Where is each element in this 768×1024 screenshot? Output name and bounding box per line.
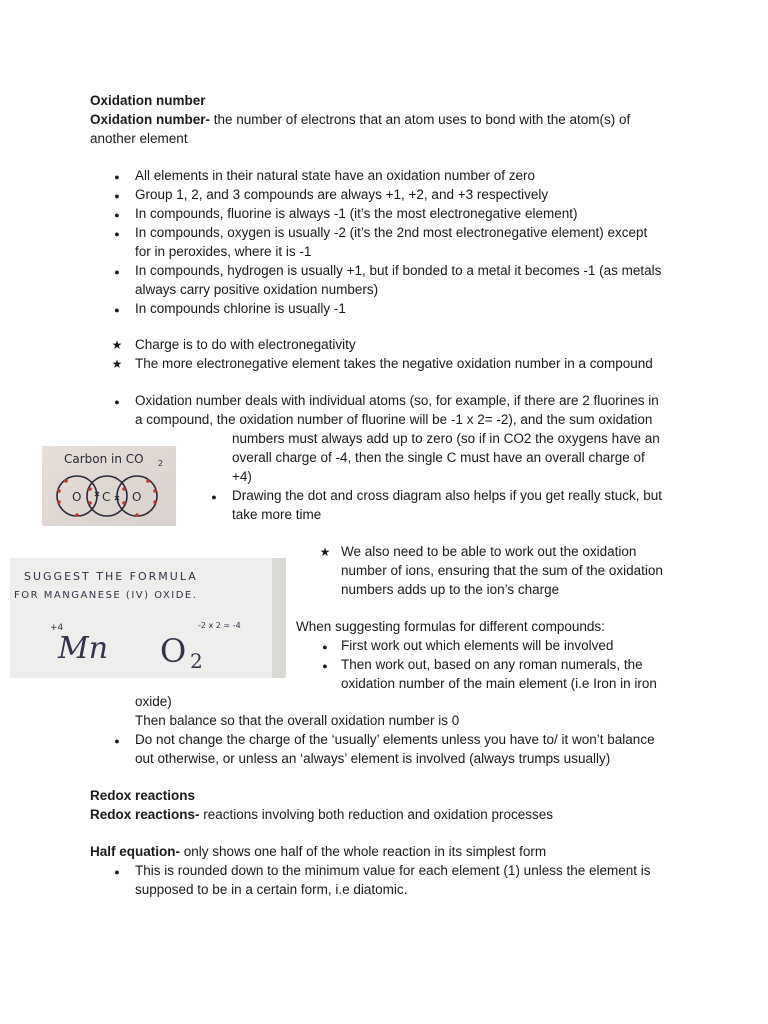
list-item: This is rounded down to the minimum value for each element (1) unless the element is	[135, 863, 651, 878]
whiteboard-line-2: FOR MANGANESE (IV) OXIDE.	[14, 590, 198, 601]
bullet-icon	[110, 391, 124, 412]
list-item: In compounds, oxygen is usually -2 (it’s the 2nd most electronegative element) except	[135, 225, 648, 240]
definition-text: only shows one half of the whole reaction in its simplest form	[180, 844, 547, 859]
star-icon	[110, 354, 124, 374]
definition-text: reactions involving both reduction and oxidation processes	[199, 807, 553, 822]
list-item: All elements in their natural state have an oxidation number of zero	[135, 168, 535, 183]
star-note: We also need to be able to work out the oxidation	[341, 544, 637, 559]
bullet-icon	[110, 204, 124, 225]
list-item: Then work out, based on any roman numerals, the	[341, 657, 643, 672]
oxygen-subscript: 2	[190, 649, 203, 673]
list-item: Then balance so that the overall oxidation number is 0	[135, 713, 460, 728]
star-note-continued: number of ions, ensuring that the sum of the oxidation	[341, 563, 663, 578]
list-item-continued: oxidation number of the main element (i.e Iron in iron	[341, 676, 657, 691]
list-item-continued: supposed to be in a certain form, i.e diatomic.	[135, 882, 408, 897]
list-item: Drawing the dot and cross diagram also helps if you get really stuck, but	[232, 488, 662, 503]
atom-label: C	[102, 490, 111, 504]
bullet-icon	[110, 299, 124, 320]
photo-co2-caption: Carbon in CO	[64, 452, 144, 466]
definition-redox	[90, 805, 553, 824]
list-item-continued: overall charge of -4, then the single C must have an overall charge of	[232, 450, 645, 465]
atom-label: O	[132, 490, 142, 504]
atom-label: O	[72, 490, 82, 504]
oxygen-charge: -2 x 2 = -4	[198, 621, 241, 630]
star-icon	[110, 335, 124, 355]
whiteboard-line-1: SUGGEST THE FORMULA	[24, 570, 198, 583]
definition-term: Oxidation number-	[90, 112, 211, 127]
formula-intro: When suggesting formulas for different compounds:	[296, 619, 605, 634]
section-heading-redox: Redox reactions	[90, 788, 196, 803]
bullet-icon	[318, 636, 332, 657]
list-item-continued: numbers must always add up to zero (so if in CO2 the oxygens have an	[232, 431, 660, 446]
bullet-icon	[110, 223, 124, 244]
list-item-continued: always carry positive oxidation numbers)	[135, 282, 379, 297]
list-item: In compounds, fluorine is always -1 (it’s the most electronegative element)	[135, 206, 578, 221]
list-item-continued: for in peroxides, where it is -1	[135, 244, 312, 259]
star-icon	[318, 542, 332, 562]
metal-charge: +4	[50, 623, 64, 633]
section-heading-oxidation: Oxidation number	[90, 93, 206, 108]
bullet-icon	[110, 261, 124, 282]
star-note-continued: numbers adds up to the ion’s charge	[341, 582, 560, 597]
star-note: Charge is to do with electronegativity	[135, 337, 356, 352]
list-item: Group 1, 2, and 3 compounds are always +1, +2, and +3 respectively	[135, 187, 549, 202]
definition-text-continued: another element	[90, 131, 188, 146]
list-item: In compounds, hydrogen is usually +1, but if bonded to a metal it becomes -1 (as metals	[135, 263, 662, 278]
list-item: Do not change the charge of the ‘usually’ elements unless you have to/ it won’t balance	[135, 732, 655, 747]
bullet-icon	[207, 486, 221, 507]
definition-term: Redox reactions-	[90, 807, 200, 822]
bullet-icon	[110, 861, 124, 882]
list-item-continued: oxide)	[135, 694, 172, 709]
definition-half-equation	[90, 842, 546, 861]
definition-term: Half equation-	[90, 844, 180, 859]
photo-co2-dot-cross-diagram	[42, 446, 176, 526]
bullet-icon	[110, 730, 124, 751]
list-item-continued: take more time	[232, 507, 322, 522]
metal-symbol: Mn	[58, 631, 109, 666]
bullet-icon	[110, 166, 124, 187]
photo-co2-subscript: 2	[158, 459, 164, 468]
list-item: Oxidation number deals with individual atoms (so, for example, if there are 2 fluorines in	[135, 393, 659, 408]
list-item: First work out which elements will be involved	[341, 638, 614, 653]
list-item-continued: out otherwise, or unless an ‘always’ element is involved (always trumps usually)	[135, 751, 611, 766]
list-item: In compounds chlorine is usually -1	[135, 301, 346, 316]
list-item-continued: a compound, the oxidation number of fluorine will be -1 x 2= -2), and the sum oxidation	[135, 412, 653, 427]
photo-mno2-whiteboard	[10, 558, 286, 678]
list-item-continued: +4)	[232, 469, 252, 484]
definition-text: the number of electrons that an atom uses to bond with the atom(s) of	[210, 112, 631, 127]
bullet-icon	[110, 185, 124, 206]
star-note: The more electronegative element takes the negative oxidation number in a compound	[135, 356, 653, 371]
definition-oxidation-number	[90, 110, 630, 129]
bullet-icon	[318, 655, 332, 676]
oxygen-symbol: O	[160, 632, 187, 670]
